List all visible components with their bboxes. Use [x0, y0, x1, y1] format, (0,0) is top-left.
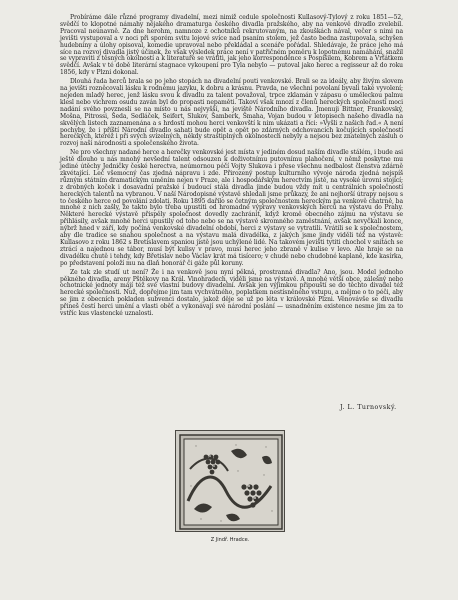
figure-caption: Z Jindř. Hradce.: [210, 537, 250, 543]
paragraph: Dlouhá řada herců brala se po jeho stopách na divadelní pouti venkovské. Brali se za ideály, aby živým slovem na jevišti rozněcovali lásku k rodnému jazyku, k dobru a krásnu. Pravda, ne všechni povolaní byvali také vyvolení; nejeden mladý herec, jenž lásku svou k divadlu za talent považoval, trpce zklamán v zápasu o uměleckou palmu klesl nebo vichrem osudu zaván byl do propasti nepaměti. Takoví však mnozí z členů hereckých společností moci nadání svého povznesli se na místo u nás nejvyšší, na jeviště Národního divadla. Jmenuji Bittner, Frankovský, Mošna, Pitrossi, Šeda, Sedláček, Seifert, Slukov, Šamberk, Šmaha, Vojan budou v letopisech našeho divadla na skvělých listech zaznamenána a s hrdostí mohou herci venkovští k nim ukázati a říci: »Vyšli z našich řad.« A není pochyby, že i příští Národní divadlo sahati bude opět a opět po zdárných odchovancích kočujících společností hereckých, kteréž i při svých svízelných, někdy strastiplných okolnostech nebyly a nejsou bez znatelných zásluh o rozvoj naší národnosti a společenského života.: [60, 78, 403, 148]
author-signature: J. L. Turnovský.: [340, 404, 397, 411]
ornament-tile-image: [175, 430, 285, 532]
paragraph: Ze tak zle studí ut není? Že i na venkově jsou nyní pěkná, prostranná divadla? Ano, jsou. Model jednoho pěkného divadla, areny Pštěkovy na Král. Vinohradech, viděli jsme na výstavě. A mnohé větší obce, zálešný nebo ochotnické jednoty mají též své vlastní budovy divadelní. Avšak jen výjimkou připouští se do těchto divadel též herecké společnosti. Nuž, dopřejme jim tam vychvátného, poplatkem nestísněného vstupu, a mějme o to péči, aby se jim z obecních pokladen subvenci dostalo, jakož děje se už po léta v královské Plzni. Věnovávše se divadlu přineš čestí herci umění a vlasti oběť a vykonávají své národní poslání — usnadněním existence nesme jim za to vstříc kus vlastencké uznalosti.: [60, 268, 403, 318]
article-text: [60, 15, 403, 320]
paragraph: Probíráme dále různé programy divadelní, mezi nimiž cedule společnosti Kullasový-Tylový z roku 1851—52, svědčí to klopotné námahy nějakého dramaturga českého divadla pražského, aby na venkově divadlo zvelebil. Pracoval neúnavně. Za dne herohm, namnoze z ochotníků rekrutovaným, na zkouškách nával, večer s nimi na jevišti vystupoval a v noci při sporém svitu lojové svíce nad psaním stolem, jež často bedna zastupovala, schyšen hudebniny a úlohy opisoval, komedie upravoval nebo překládal a scenáře pořádal. Shledávaje, že práce jeho má síce na rozvoj divadla jistý účinek, že však výsledek práce není v patřičném poměru k lopotnému namáhání, snažil se vypraviti z těsných okolností a k literatuře se vrátiti, jak jeho korrespondence s Pospíšilem, Kobrem a Vrťátkem svědčí. Avšak v té době literární stagnace vykoupení pro Tyla nebylo — putoval jako herec a regisseur až do roku 1856, kdy v Plzni dokonal.: [60, 14, 403, 77]
paragraph: Ne pro všechny nadané herce a herečky venkovské jest místa v jediném dosud naším divadle stálém, i bude asi ještě dlouho u nás mnohý nevšední talent odsouzen k doživotnímu putovnímu plahočení, v němž poskytne mu jediné útěchy Jedničky české herectva, neúmornou péčí Vojty Slukova i přese všechnu nedbalost členstva zdárně zkvétající. Leč všemocný čas zjedná nápravu i zde. Přirozený postup kulturního vývoje národa zjedná nejspíš různým státním dramatickým uměním nejen v Praze, ale i hospodářským herectvím jistě, na vysoké úrovni stojící; z drobných koček i dosavadní pražské i budoucí stálá divadla jinde budou vždy mít u centrálních společností hereckých talentů na vybranou. V naší Národopisné výstavě shledali jsme průkazy, že ani nejhorší útrapy nejsou s to českého herce od povolání zdolati. Roku 1895 dařilo se četným společnostem hereckým na venkově chatrně, ba mnohé z nich zašly, že takto bylo třeba upustiti od hromadné výpravy venkovských herců na výstavu do Prahy. Některé herecké výstavě přispěly společnost dovedly zachránit, když kromě obecného zájmu na výstavu se přihlásily, avšak mnohé herci upustily od toho nebo se na výstavě skromného zaměstnání, avšak nevyčkali konce, nýbrž hned v září, kdy počíná venkovské divadelní období, herci z výstavy se vytratili. Vrátili se k společnostem, aby dle tradice se snahou společnost a na výstavu malá divadélka, z jakých jsme jindy viděli též na výstavě: Kullasovo z roku 1862 s Bretislavem spaniou jistě jsou uchýlené lidé. Na takovém jevišti tytiti chochol v snítách se ztrácí a najednou se tábor, musí být kulisy v pravo, musí herec jeho zbraně v kulise v levo. Ale hraje se na divadélku chutě i tehdy, kdy Břetislav nebo Václav krát má tisícero; v chudé nebo chudobné kaplaně, kde kasírka, po představení položí mu na dlaň honorář či gáže půl koruny.: [60, 149, 403, 267]
ornament-illustration: [176, 431, 285, 532]
